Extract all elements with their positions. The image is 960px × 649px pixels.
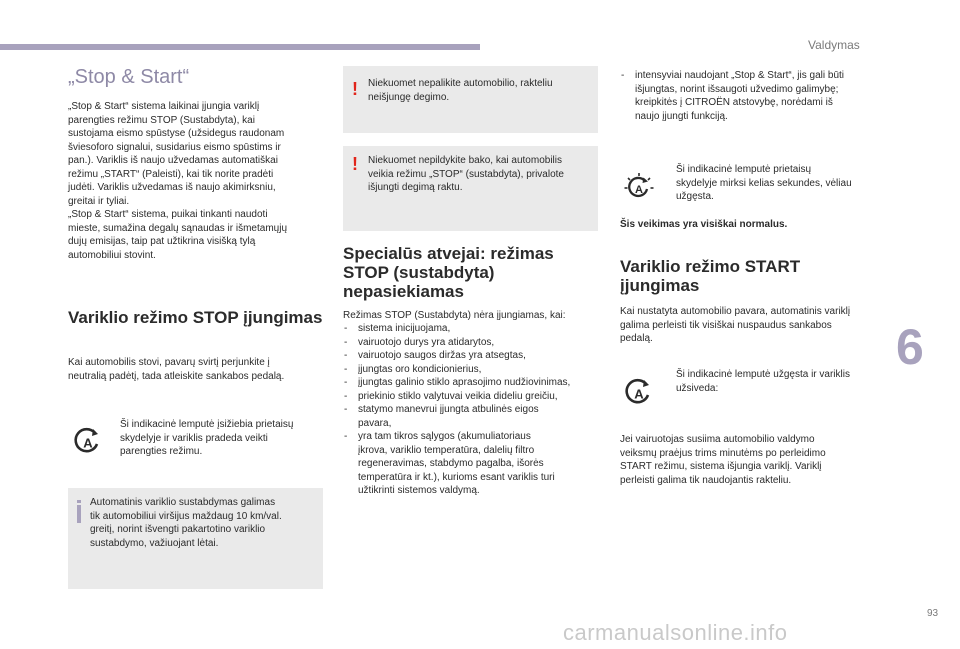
page-title: „Stop & Start“ bbox=[68, 66, 190, 88]
list-item: - įjungtas galinio stiklo aprasojimo nudžiovinimas, bbox=[343, 376, 605, 390]
lamp-on-text: Ši indikacinė lemputė įsižiebia prietaisų skydelyje ir variklis pradeda veikti parengties režimu. bbox=[120, 419, 294, 457]
special-cases-heading: Specialūs atvejai: režimas STOP (sustabdyta) nepasiekiamas bbox=[343, 244, 554, 301]
start-heading: Variklio režimo START įjungimas bbox=[620, 257, 801, 295]
chapter-number: 6 bbox=[896, 319, 924, 375]
warning-exclamation-icon: ! bbox=[352, 154, 358, 174]
watermark: carmanualsonline.info bbox=[563, 620, 788, 645]
special-cases-intro: Režimas STOP (Sustabdyta) nėra įjungiamas, kai: bbox=[343, 310, 566, 321]
stop-start-lamp-blinking-icon bbox=[624, 172, 654, 202]
list-item: - yra tam tikros sąlygos (akumuliatoriaus įkrova, variklio temperatūra, dalelių filtro regeneravimas, stabdymo pagalba, išorės temperatūra ir kt.), kurioms esant variklis turi užtikrinti sistemos valdymą. bbox=[343, 430, 605, 498]
warning-ignition-text: Niekuomet nepalikite automobilio, rakteliu neišjungę degimo. bbox=[368, 78, 553, 103]
info-icon bbox=[77, 505, 81, 523]
list-item: - sistema inicijuojama, bbox=[343, 322, 605, 336]
lamp-off-text: Ši indikacinė lemputė užgęsta ir variklis užsiveda: bbox=[676, 369, 850, 394]
section-name: Valdymas bbox=[808, 38, 860, 52]
svg-text:A: A bbox=[635, 184, 643, 196]
warning-box-refuel bbox=[343, 146, 598, 231]
list-item: - priekinio stiklo valytuvai veikia dideliu greičiu, bbox=[343, 390, 605, 404]
list-item: - vairuotojo saugos diržas yra atsegtas, bbox=[343, 349, 605, 363]
page-number: 93 bbox=[927, 608, 939, 619]
special-cases-list bbox=[343, 322, 605, 498]
lamp-blink-text: Ši indikacinė lemputė prietaisų skydelyje mirksi kelias sekundes, vėliau užgęsta. bbox=[676, 164, 852, 202]
info-box bbox=[68, 488, 323, 589]
svg-text:A: A bbox=[83, 435, 93, 451]
warning-refuel-text: Niekuomet nepildykite bako, kai automobilis veikia režimu „STOP“ (sustabdyta), privalote išjungti degimą raktu. bbox=[368, 155, 564, 193]
stop-start-lamp-off-icon bbox=[624, 378, 654, 408]
intensive-use-list bbox=[620, 69, 880, 123]
final-text: Jei vairuotojas susiima automobilio valdymo veiksmų praėjus trims minutėms po perleidimo START režimu, sistema išjungia variklį. Variklį perleisti galima tik naudojantis rakteliu. bbox=[620, 434, 826, 486]
stop-text: Kai automobilis stovi, pavarų svirtį perjunkite į neutralią padėtį, tada atleiskite sankabos pedalą. bbox=[68, 357, 285, 382]
top-accent-bar bbox=[0, 44, 480, 50]
intro-text: „Stop & Start“ sistema laikinai įjungia variklį parengties režimu STOP (Sustabdyta), kai sustojama eismo spūstyse (užsidegus raudonam šviesoforo signalui, susidarius eismo spūstims ir pan.). Variklis iš naujo užvedamas automatiškai režimu „START“ (Paleisti), kai tik norite pradėti judėti. Variklis užvedamas iš naujo akimirksniu, greitai ir tyliai. „Stop & Start“ sistema, puikai tinkanti naudoti mieste, sumažina degalų sąnaudas ir išmetamųjų dujų emisijas, taip pat užtikrina visišką tylą automobiliui stovint. bbox=[68, 101, 287, 261]
list-item: - statymo manevrui įjungta atbulinės eigos pavara, bbox=[343, 403, 605, 430]
info-text: Automatinis variklio sustabdymas galimas tik automobiliui viršijus maždaug 10 km/val. greitį, norint išvengti pakartotino variklio sustabdymo, važiuojant lėtai. bbox=[90, 497, 282, 549]
warning-box-ignition bbox=[343, 66, 598, 133]
stop-heading: Variklio režimo STOP įjungimas bbox=[68, 308, 323, 327]
list-item: - įjungtas oro kondicionierius, bbox=[343, 363, 605, 377]
list-item: - vairuotojo durys yra atidarytos, bbox=[343, 336, 605, 350]
svg-text:A: A bbox=[634, 386, 644, 402]
stop-start-lamp-icon bbox=[73, 427, 103, 457]
start-text: Kai nustatyta automobilio pavara, automatinis variklį galima perleisti tik visiškai nuspaudus sankabos pedalą. bbox=[620, 306, 851, 344]
list-item: - intensyviai naudojant „Stop & Start“, jis gali būti išjungtas, norint išsaugoti užvedimo galimybę; kreipkitės į CITROËN atstovybę, norėdami iš naujo įjungti funkciją. bbox=[620, 69, 880, 123]
normal-operation-text: Šis veikimas yra visiškai normalus. bbox=[620, 219, 788, 230]
warning-exclamation-icon: ! bbox=[352, 79, 358, 99]
